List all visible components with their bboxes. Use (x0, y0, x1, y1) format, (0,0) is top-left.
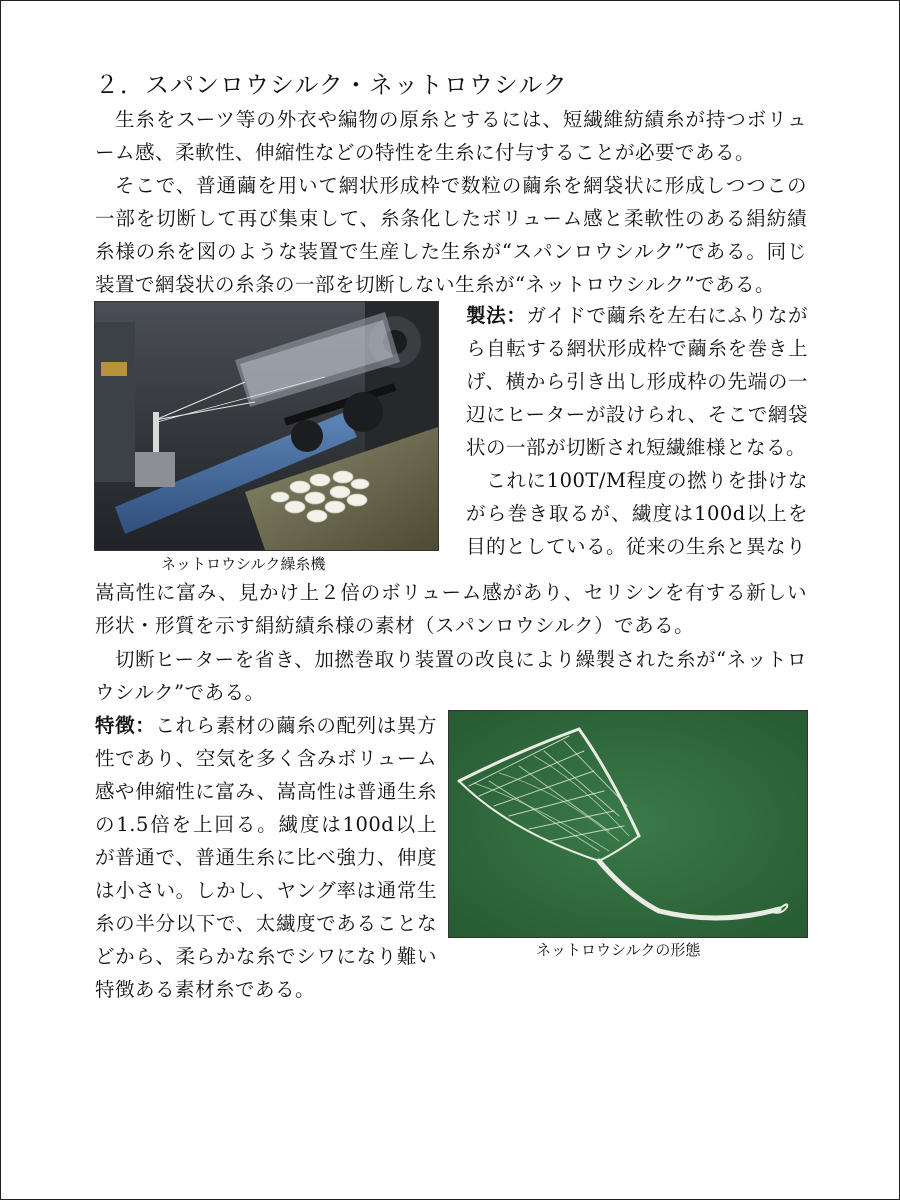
method-continuation: 嵩高性に富み、見かけ上２倍のボリューム感があり、セリシンを有する新しい形状・形質を示す絹紡績糸様の素材（スパンロウシルク）である。 (95, 581, 807, 637)
section-heading: ２．スパンロウシルク・ネットロウシルク (95, 71, 568, 99)
method-text: ガイドで繭糸を左右にふりながら自転する網状形成枠で繭糸を巻き上げ、横から引き出し形成枠の先端の一辺にヒーターが設けられ、そこで網袋状の一部が切断され短繊維様となる。 (466, 304, 808, 459)
intro-paragraph: 生糸をスーツ等の外衣や編物の原糸とするには、短繊維紡績糸が持つボリューム感、柔軟性、伸縮性などの特性を生糸に付与することが必要である。 (95, 108, 807, 164)
net-silk-caption: ネットロウシルクの形態 (536, 941, 701, 959)
machine-photo (94, 301, 439, 551)
machine-caption: ネットロウシルク繰糸機 (161, 555, 326, 573)
features-lead: 特徴： (95, 714, 156, 737)
definition-paragraph: そこで、普通繭を用いて網状形成枠で数粒の繭糸を網袋状に形成しつつこの一部を切断して再び集束して、糸条化したボリューム感と柔軟性のある絹紡績糸様の糸を図のような装置で生産した生糸が“スパンロウシルク”である。同じ装置で網袋状の糸条の一部を切断しない生糸が“ネットロウシルク”である。 (95, 174, 807, 296)
machine-illustration (95, 302, 438, 550)
features-paragraph (95, 709, 437, 1006)
method-text-2: これに100T/M程度の撚りを掛けながら巻き取るが、繊度は100d以上を目的としている。従来の生糸と異なり (466, 469, 808, 558)
net-silk-illustration (449, 711, 807, 937)
method-lead: 製法： (466, 304, 527, 327)
net-silk-photo (448, 710, 808, 938)
net-paragraph: 切断ヒーターを省き、加撚巻取り装置の改良により繰製された糸が“ネットロウシルク”である。 (95, 648, 807, 704)
method-paragraph (466, 299, 808, 563)
features-text: これら素材の繭糸の配列は異方性であり、空気を多く含みボリューム感や伸縮性に富み、嵩高性は普通生糸の1.5倍を上回る。繊度は100d以上が普通で、普通生糸に比べ強力、伸度は小さい。しかし、ヤング率は通常生糸の半分以下で、太繊度であることなどから、柔らかな糸でシワになり難い特徴ある素材糸である。 (95, 714, 437, 1001)
